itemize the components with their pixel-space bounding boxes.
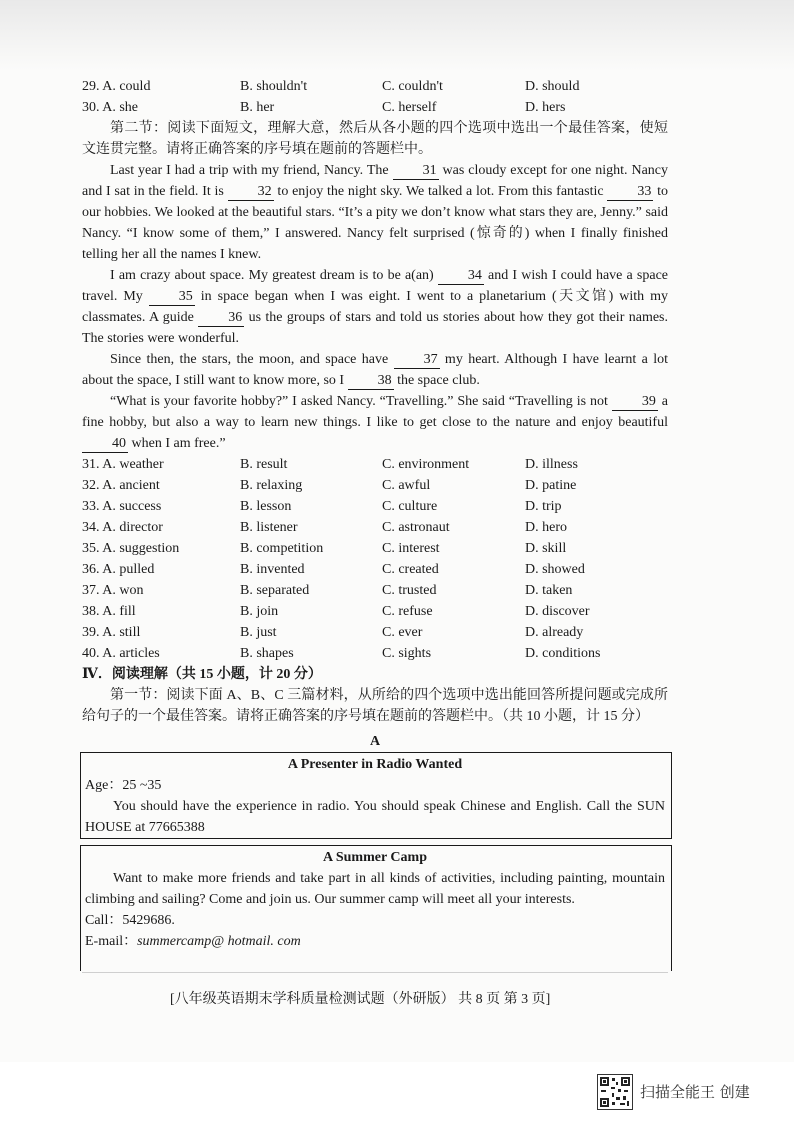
option-34-c: C. astronaut	[382, 520, 450, 535]
option-30-b: B. her	[240, 100, 275, 115]
option-40-a: 40. A. articles	[82, 646, 160, 661]
option-38-a: 38. A. fill	[82, 604, 136, 619]
text: was cloudy except for one night. Nancy and I sat in the field. It is	[82, 163, 668, 199]
option-34-a: 34. A. director	[82, 520, 163, 535]
text: and I wish I could have a space travel. My	[82, 268, 668, 304]
passage-a-label: A	[369, 734, 381, 749]
option-30-d: D. hers	[525, 100, 566, 115]
ad-camp-call: Call：5429686.	[85, 913, 175, 928]
option-row-40	[82, 643, 668, 664]
option-row-34	[82, 517, 668, 538]
ad-camp-body: Want to make more friends and take part in all kinds of activities, including painting, mountain climbing and sailing? Come and join us. Our summer camp will meet all your interests.	[85, 871, 665, 907]
option-38-c: C. refuse	[382, 604, 433, 619]
option-row-38	[82, 601, 668, 622]
part4-title: Ⅳ．阅读理解（共 15 小题，计 20 分）	[82, 667, 322, 682]
option-40-d: D. conditions	[525, 646, 601, 661]
option-35-c: C. interest	[382, 541, 440, 556]
text: Since then, the stars, the moon, and space have	[110, 352, 394, 367]
footer-rule	[82, 972, 668, 973]
option-39-c: C. ever	[382, 625, 423, 640]
option-row-32	[82, 475, 668, 496]
option-row-31	[82, 454, 668, 475]
passage-paragraph-1	[82, 160, 668, 265]
option-33-b: B. lesson	[240, 499, 292, 514]
scan-shadow	[0, 0, 794, 70]
ad-radio-body: You should have the experience in radio. You should speak Chinese and English. Call the SUN HOUSE at 77665388	[85, 799, 665, 835]
option-32-a: 32. A. ancient	[82, 478, 160, 493]
option-36-a: 36. A. pulled	[82, 562, 155, 577]
option-row-33	[82, 496, 668, 517]
blank-37: 37	[394, 352, 440, 369]
scanner-watermark: 扫描全能王 创建	[640, 1083, 750, 1101]
option-32-b: B. relaxing	[240, 478, 303, 493]
ad-camp-email-line	[85, 931, 665, 952]
passage-paragraph-2	[82, 265, 668, 349]
option-30-a: 30. A. she	[82, 100, 138, 115]
option-35-b: B. competition	[240, 541, 324, 556]
text: the space club.	[393, 373, 480, 388]
blank-36: 36	[198, 310, 244, 327]
options-list	[82, 454, 668, 664]
option-row-30	[82, 97, 668, 118]
option-33-d: D. trip	[525, 499, 562, 514]
option-35-d: D. skill	[525, 541, 567, 556]
text: when I am free.”	[128, 436, 226, 451]
text: Last year I had a trip with my friend, Nancy. The	[110, 163, 393, 178]
option-39-a: 39. A. still	[82, 625, 141, 640]
option-34-b: B. listener	[240, 520, 298, 535]
part4-section1-instruction: 第一节：阅读下面 A、B、C 三篇材料，从所给的四个选项中选出能回答所提问题或完成所给句子的一个最佳答案。请将正确答案的序号填在题前的答题栏中。（共 10 小题，计 15 分）	[82, 688, 668, 724]
option-37-a: 37. A. won	[82, 583, 144, 598]
option-32-c: C. awful	[382, 478, 431, 493]
text: in space began when I was eight. I went to a planetarium (天文馆) with my classmates. A guide	[82, 289, 668, 325]
option-33-c: C. culture	[382, 499, 438, 514]
option-38-b: B. join	[240, 604, 279, 619]
ad-radio-presenter	[80, 752, 672, 839]
option-row-29	[82, 76, 668, 97]
option-31-a: 31. A. weather	[82, 457, 164, 472]
option-row-39	[82, 622, 668, 643]
ad-summer-camp	[80, 845, 672, 971]
option-29-d: D. should	[525, 79, 580, 94]
option-34-d: D. hero	[525, 520, 567, 535]
option-35-a: 35. A. suggestion	[82, 541, 180, 556]
exam-content	[82, 76, 668, 971]
option-row-37	[82, 580, 668, 601]
ad-radio-age: Age：25 ~35	[85, 778, 162, 793]
option-38-d: D. discover	[525, 604, 590, 619]
option-29-b: B. shouldn't	[240, 79, 308, 94]
blank-39: 39	[612, 394, 658, 411]
option-37-b: B. separated	[240, 583, 310, 598]
text: us the groups of stars and told us stories about how they got their names. The stories were wonderful.	[82, 310, 668, 346]
option-37-c: C. trusted	[382, 583, 437, 598]
blank-35: 35	[149, 289, 195, 306]
option-33-a: 33. A. success	[82, 499, 162, 514]
text: I am crazy about space. My greatest dream is to be a(an)	[110, 268, 438, 283]
ad-camp-email: summercamp@ hotmail. com	[137, 934, 301, 949]
option-32-d: D. patine	[525, 478, 577, 493]
option-37-d: D. taken	[525, 583, 573, 598]
section2-instruction: 第二节：阅读下面短文，理解大意，然后从各小题的四个选项中选出一个最佳答案，使短文连贯完整。请将正确答案的序号填在题前的答题栏中。	[82, 121, 668, 157]
text: “What is your favorite hobby?” I asked Nancy. “Travelling.” She said “Travelling is not	[110, 394, 612, 409]
option-39-d: D. already	[525, 625, 584, 640]
option-29-c: C. couldn't	[382, 79, 443, 94]
option-row-35	[82, 538, 668, 559]
page-footer: [八年级英语期末学科质量检测试题（外研版） 共 8 页 第 3 页]	[170, 992, 551, 1007]
option-31-d: D. illness	[525, 457, 578, 472]
text: to enjoy the night sky. We talked a lot. From this fantastic	[273, 184, 608, 199]
text: a fine hobby, but also a way to learn new things. I like to get close to the nature and enjoy beautiful	[82, 394, 668, 430]
blank-32: 32	[228, 184, 274, 201]
blank-40: 40	[82, 436, 128, 453]
blank-38: 38	[348, 373, 394, 390]
option-39-b: B. just	[240, 625, 277, 640]
option-31-b: B. result	[240, 457, 288, 472]
text: to our hobbies. We looked at the beautiful stars. “It’s a pity we don’t know what stars they are, Jenny.” said Nancy. “I know some of them,” I answered. Nancy felt surprised (惊奇的) when I finally finished telling her all the names I knew.	[82, 184, 669, 262]
option-40-c: C. sights	[382, 646, 432, 661]
blank-33: 33	[607, 184, 653, 201]
qr-code-icon	[597, 1074, 633, 1110]
option-29-a: 29. A. could	[82, 79, 151, 94]
blank-31: 31	[393, 163, 439, 180]
option-36-c: C. created	[382, 562, 439, 577]
passage-paragraph-3	[82, 349, 668, 391]
option-31-c: C. environment	[382, 457, 470, 472]
option-30-c: C. herself	[382, 100, 437, 115]
blank-34: 34	[438, 268, 484, 285]
ad-radio-title: A Presenter in Radio Wanted	[287, 757, 463, 772]
text: my heart. Although I have learnt a lot about the space, I still want to know more, so I	[82, 352, 668, 388]
option-36-b: B. invented	[240, 562, 305, 577]
ad-camp-title: A Summer Camp	[323, 850, 427, 865]
option-36-d: D. showed	[525, 562, 585, 577]
ad-camp-email-label: E-mail：	[85, 934, 138, 949]
option-row-36	[82, 559, 668, 580]
option-40-b: B. shapes	[240, 646, 294, 661]
passage-paragraph-4	[82, 391, 668, 454]
